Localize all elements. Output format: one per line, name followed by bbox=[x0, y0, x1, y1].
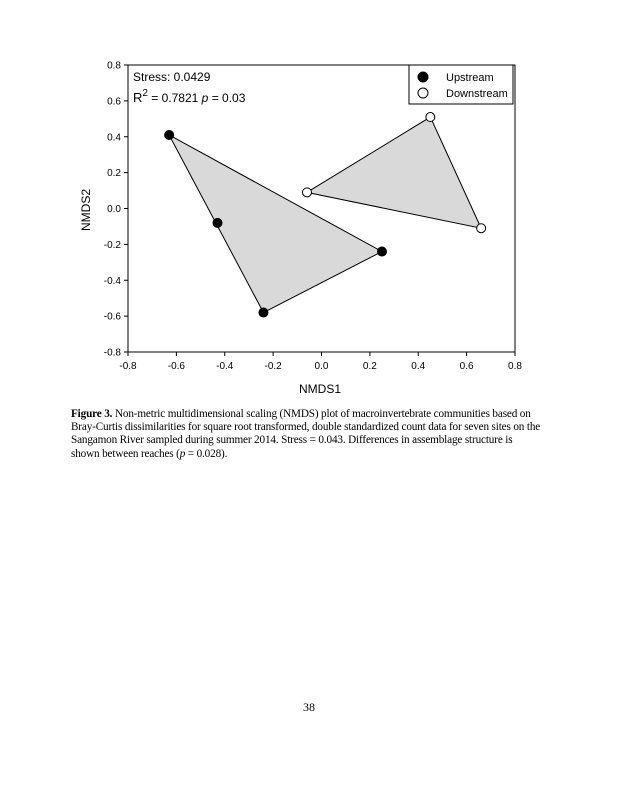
y-tick-label: -0.8 bbox=[103, 347, 121, 359]
x-tick-label: -0.4 bbox=[216, 361, 234, 372]
page-number: 38 bbox=[303, 700, 315, 714]
p-symbol: p bbox=[201, 91, 209, 105]
point-upstream bbox=[213, 218, 222, 227]
legend bbox=[409, 65, 513, 104]
legend-label-downstream: Downstream bbox=[446, 88, 508, 100]
point-upstream bbox=[259, 308, 268, 317]
legend-marker-downstream bbox=[418, 88, 428, 98]
y-tick-label: -0.4 bbox=[103, 275, 121, 287]
x-tick-label: 0.8 bbox=[508, 361, 522, 372]
x-axis-label: NMDS1 bbox=[298, 382, 342, 396]
y-tick-label: 0.2 bbox=[107, 168, 121, 180]
x-tick-label: -0.8 bbox=[119, 361, 137, 372]
legend-marker-upstream bbox=[418, 72, 428, 82]
caption-p-symbol: p bbox=[179, 447, 186, 460]
x-tick-label: -0.6 bbox=[167, 361, 185, 372]
hull-layer bbox=[169, 117, 481, 313]
hull-downstream bbox=[307, 117, 481, 228]
x-tick-label: 0.2 bbox=[362, 361, 377, 372]
y-axis-label: NMDS2 bbox=[79, 188, 93, 232]
y-tick-label: -0.6 bbox=[103, 311, 121, 323]
p-value: = 0.03 bbox=[208, 91, 246, 105]
point-downstream bbox=[302, 188, 311, 197]
r2-annotation bbox=[133, 88, 246, 105]
y-tick-label: -0.2 bbox=[103, 239, 121, 251]
x-tick-label: 0.0 bbox=[314, 361, 329, 372]
x-tick-label: 0.6 bbox=[459, 361, 474, 372]
x-tick-label: 0.4 bbox=[411, 361, 426, 372]
r2-prefix: R bbox=[133, 90, 143, 105]
stress-annotation: Stress: 0.0429 bbox=[133, 70, 211, 84]
point-downstream bbox=[426, 113, 435, 122]
caption-text-2: = 0.028). bbox=[185, 447, 228, 460]
point-upstream bbox=[165, 130, 174, 139]
x-axis bbox=[119, 352, 522, 372]
y-tick-label: 0.0 bbox=[107, 204, 121, 215]
y-tick-label: 0.6 bbox=[107, 96, 121, 108]
hull-upstream bbox=[169, 135, 382, 313]
y-tick-label: 0.4 bbox=[107, 132, 121, 144]
point-upstream bbox=[377, 247, 386, 256]
figure-caption bbox=[71, 408, 541, 461]
r2-superscript: 2 bbox=[142, 88, 148, 99]
legend-label-upstream: Upstream bbox=[446, 72, 494, 84]
r2-value: = 0.7821 bbox=[147, 91, 202, 105]
point-downstream bbox=[477, 224, 486, 233]
y-tick-label: 0.8 bbox=[107, 60, 121, 72]
caption-text-1: Non-metric multidimensional scaling (NMDS) plot of macroinvertebrate communities based on Bray-Curtis dissimilarities for square root transformed, double standardized count data for seven sites on the Sangamon River sampled during summer 2014. Stress = 0.043. Differences in assemblage structure is shown between reaches ( bbox=[71, 408, 541, 460]
figure-label: Figure 3. bbox=[71, 408, 113, 420]
x-tick-label: -0.2 bbox=[264, 361, 282, 372]
y-axis bbox=[104, 61, 128, 359]
